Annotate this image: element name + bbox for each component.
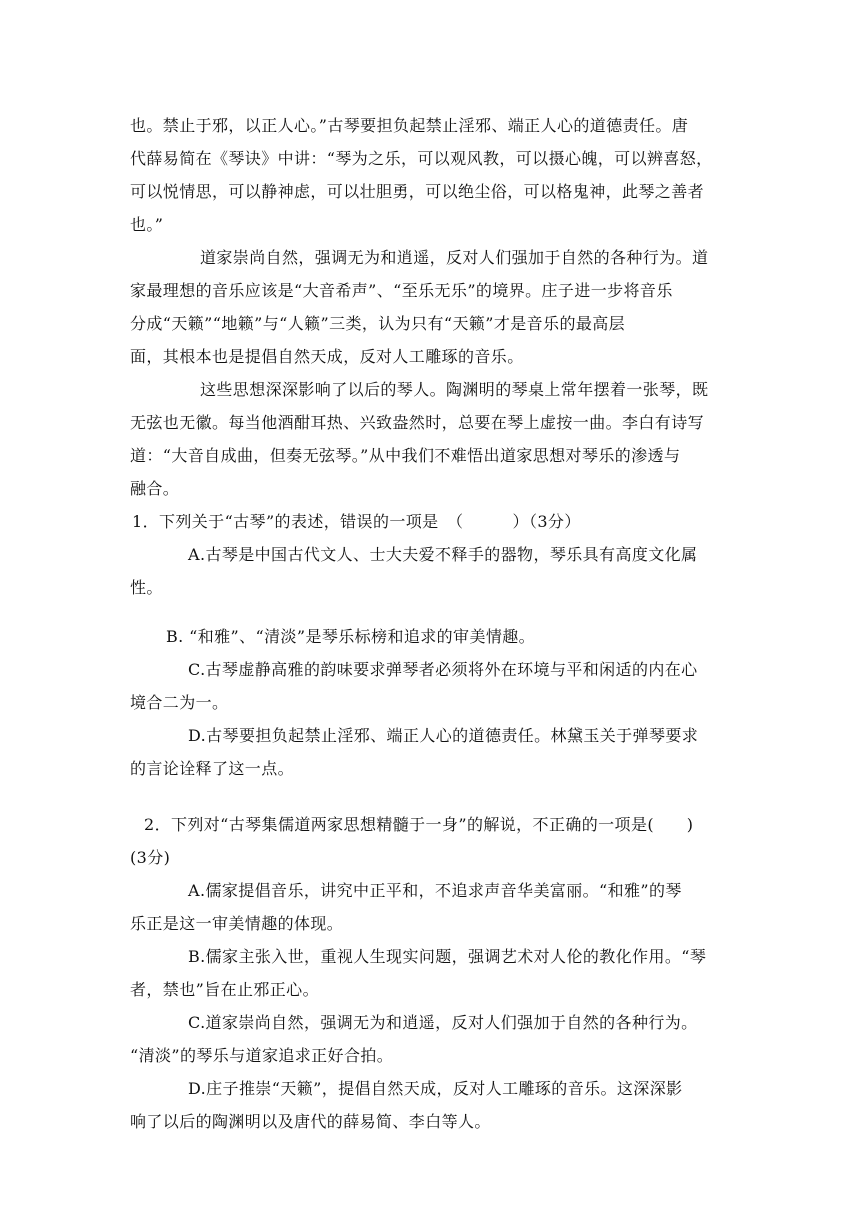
question-2-option-a: A.儒家提倡音乐，讲究中正平和，不追求声音华美富丽。“和雅”的琴	[188, 881, 682, 900]
question-1-option-a-cont: 性。	[130, 578, 163, 597]
question-1-option-a: A.古琴是中国古代文人、士大夫爱不释手的器物，琴乐具有高度文化属	[188, 545, 698, 564]
question-1-option-b: B. “和雅”、“清淡”是琴乐标榜和追求的审美情趣。	[166, 627, 536, 646]
passage-line: 代薛易简在《琴诀》中讲：“琴为之乐，可以观风教，可以摄心魄，可以辨喜怒，	[130, 149, 713, 168]
passage-line: 道家崇尚自然，强调无为和逍遥，反对人们强加于自然的各种行为。道	[200, 248, 709, 267]
passage-line: 道：“大音自成曲，但奏无弦琴。”从中我们不难悟出道家思想对琴乐的渗透与	[130, 446, 681, 465]
passage-line: 可以悦情思，可以静神虑，可以壮胆勇，可以绝尘俗，可以格鬼神，此琴之善者	[130, 182, 705, 201]
question-2-option-c-cont: “清淡”的琴乐与道家追求正好合拍。	[130, 1046, 394, 1065]
question-1-option-c: C.古琴虚静高雅的韵味要求弹琴者必须将外在环境与平和闲适的内在心	[188, 660, 698, 679]
question-1-option-c-cont: 境合二为一。	[130, 693, 229, 712]
passage-line: 也。”	[130, 215, 164, 234]
passage-line: 这些思想深深影响了以后的琴人。陶渊明的琴桌上常年摆着一张琴，既	[200, 380, 709, 399]
passage-line: 无弦也无徽。每当他酒酣耳热、兴致盎然时，总要在琴上虚按一曲。李白有诗写	[130, 413, 705, 432]
question-2-option-a-cont: 乐正是这一审美情趣的体现。	[130, 914, 344, 933]
passage-line: 也。禁止于邪，以正人心。”古琴要担负起禁止淫邪、端正人心的道德责任。唐	[130, 116, 689, 135]
question-2-option-c: C.道家崇尚自然，强调无为和逍遥，反对人们强加于自然的各种行为。	[188, 1013, 698, 1032]
question-1-option-d-cont: 的言论诠释了这一点。	[130, 759, 295, 778]
passage-line: 融合。	[130, 479, 180, 498]
question-2-option-d: D.庄子推崇“天籁”，提倡自然天成，反对人工雕琢的音乐。这深深影	[188, 1079, 683, 1098]
question-1-stem: 1．下列关于“古琴”的表述，错误的一项是 （ ）（3分）	[132, 512, 581, 531]
question-2-option-d-cont: 响了以后的陶渊明以及唐代的薛易简、李白等人。	[130, 1112, 491, 1131]
question-2-option-b-cont: 者，禁也”旨在止邪正心。	[130, 980, 319, 999]
question-2-stem: 2．下列对“古琴集儒道两家思想精髓于一身”的解说，不正确的一项是( )	[144, 815, 694, 834]
question-1-option-d: D.古琴要担负起禁止淫邪、端正人心的道德责任。林黛玉关于弹琴要求	[188, 726, 699, 745]
passage-line: 面，其根本也是提倡自然天成，反对人工雕琢的音乐。	[130, 347, 524, 366]
passage-line: 家最理想的音乐应该是“大音希声”、“至乐无乐”的境界。庄子进一步将音乐	[130, 281, 673, 300]
question-2-stem-cont: (3分)	[130, 848, 171, 867]
passage-line: 分成“天籁”“地籁”与“人籁”三类，认为只有“天籁”才是音乐的最高层	[130, 314, 626, 333]
question-2-option-b: B.儒家主张入世，重视人生现实问题，强调艺术对人伦的教化作用。“琴	[188, 947, 707, 966]
